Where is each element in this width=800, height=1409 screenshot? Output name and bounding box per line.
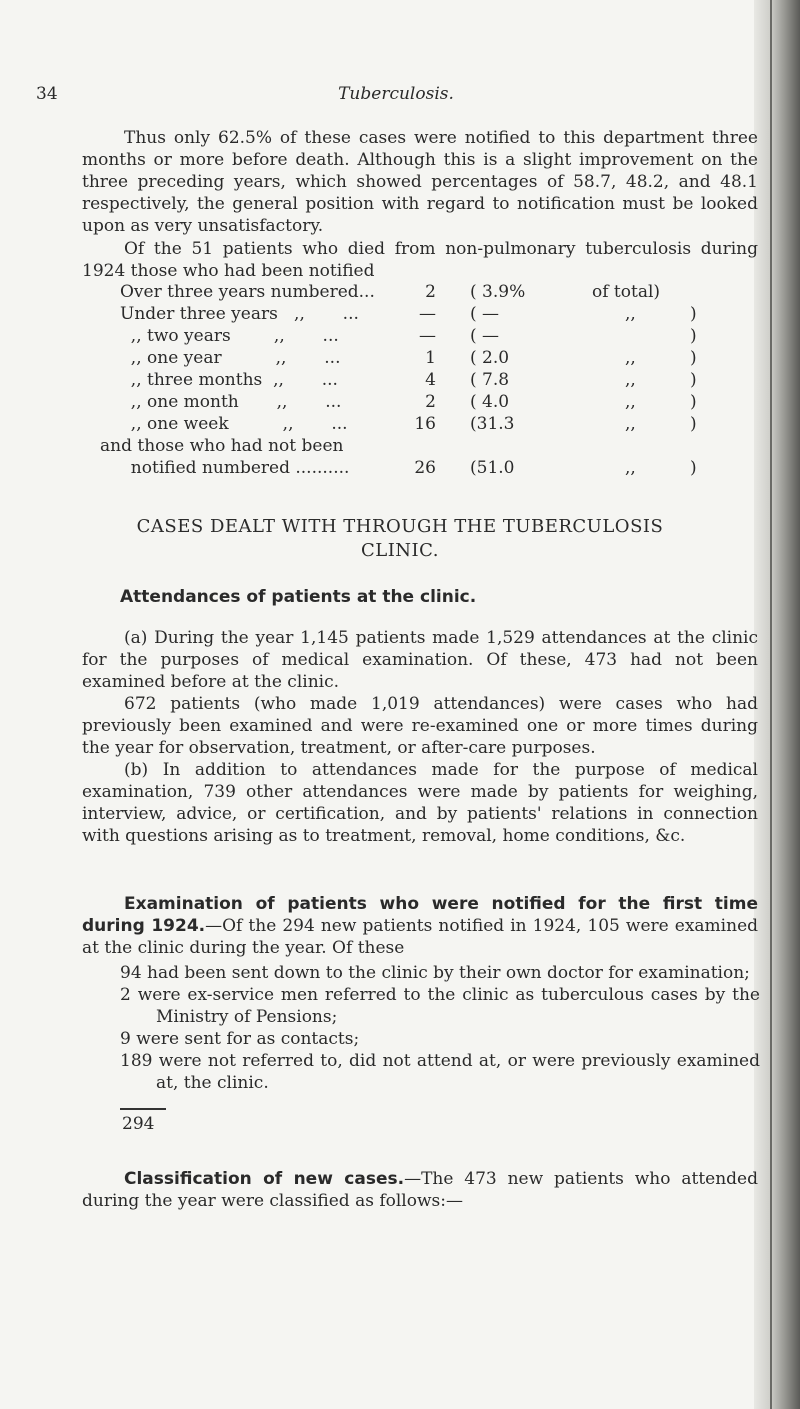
row-label: and those who had not been — [100, 436, 344, 456]
table-row-label-continued — [0, 436, 800, 458]
list-item: 2 were ex-service men referred to the clinic as tuberculous cases by the Ministry of Pensions; — [120, 985, 760, 1027]
row-percent: ( — — [470, 326, 500, 346]
row-percent: ( 2.0 — [470, 348, 510, 368]
list-item: 189 were not referred to, did not attend at, or were previously examined at, the clinic. — [120, 1051, 760, 1093]
table-row — [0, 370, 800, 392]
row-ditto: ,, — [625, 304, 636, 324]
section-heading: CASES DEALT WITH THROUGH THE TUBERCULOSIS — [136, 516, 664, 537]
row-ditto: ,, — [625, 370, 636, 390]
table-row — [0, 326, 800, 348]
row-count: 1 — [425, 348, 436, 368]
page-header — [36, 84, 756, 108]
binding-line — [770, 0, 772, 1409]
examination-text: —Of the 294 new patients notified in 1924, 105 were examined at the clinic during the year. Of these — [82, 916, 759, 958]
row-label: Over three years numbered... — [120, 282, 375, 302]
row-percent: ( 7.8 — [470, 370, 510, 390]
row-label: notified numbered .......... — [120, 458, 350, 478]
row-count: 4 — [425, 370, 436, 390]
row-label: ,, two years ,, ... — [120, 326, 339, 346]
paragraph-examination — [82, 893, 758, 959]
row-label: Under three years ,, ... — [120, 304, 359, 324]
examination-heading: Examination of patients who were notified for the first time during 1924. — [82, 894, 758, 936]
classification-heading: Classification of new cases. — [124, 1169, 405, 1189]
section-heading-line-2: CLINIC. — [360, 540, 440, 561]
row-close: ) — [690, 348, 697, 368]
row-count: 26 — [414, 458, 436, 478]
row-percent: (31.3 — [470, 414, 515, 434]
paragraph-classification — [82, 1168, 758, 1212]
paragraph-notification-percentages: Thus only 62.5% of these cases were notified to this department three months or more before death. Although this is a slight improvement on the three preceding years, which showed percentages of 58.7, 48.2, and 48.1 respectively, the general position with regard to notification must be looked upon as very unsatisfactory. — [82, 128, 758, 236]
running-title: Tuberculosis. — [338, 84, 454, 104]
row-label: ,, one year ,, ... — [120, 348, 341, 368]
subheading-attendances: Attendances of patients at the clinic. — [120, 587, 477, 607]
row-count: 16 — [414, 414, 436, 434]
list-item: 94 had been sent down to the clinic by their own doctor for examination; — [120, 963, 750, 983]
row-percent: ( — — [470, 304, 500, 324]
table-row — [0, 458, 800, 480]
row-label: ,, one week ,, ... — [120, 414, 348, 434]
row-close: ) — [690, 392, 697, 412]
page-number: 34 — [36, 84, 58, 104]
list-item: 9 were sent for as contacts; — [120, 1029, 360, 1049]
row-close: ) — [690, 304, 697, 324]
total-rule — [120, 1108, 166, 1110]
row-count: 2 — [425, 282, 436, 302]
row-ditto: ,, — [625, 348, 636, 368]
list-total: 294 — [122, 1114, 155, 1134]
table-row — [0, 348, 800, 370]
row-ditto: ,, — [625, 392, 636, 412]
row-count: — — [419, 326, 436, 346]
row-close: ) — [690, 458, 697, 478]
paragraph-re-examined: 672 patients (who made 1,019 attendances) were cases who had previously been examined and were re-examined one or more times during the year for observation, treatment, or after-care purposes. — [82, 694, 758, 758]
row-percent: ( 3.9% — [470, 282, 526, 302]
row-ditto: ,, — [625, 414, 636, 434]
row-label: ,, one month ,, ... — [120, 392, 342, 412]
row-percent: (51.0 — [470, 458, 515, 478]
row-close: ) — [690, 414, 697, 434]
row-close: ) — [690, 370, 697, 390]
row-percent: ( 4.0 — [470, 392, 510, 412]
referral-list — [120, 962, 760, 1094]
paragraph-attendances-a: (a) During the year 1,145 patients made 1,529 attendances at the clinic for the purposes of medical examination. Of these, 473 had not been examined before at the clinic. — [82, 628, 758, 692]
paragraph-attendances-b: (b) In addition to attendances made for the purpose of medical examination, 739 other attendances were made by patients for weighing, interview, advice, or certification, and by patients' relations in connection with questions arising as to treatment, removal, home conditions, &c. — [82, 760, 758, 846]
row-label: ,, three months ,, ... — [120, 370, 338, 390]
row-count: — — [419, 304, 436, 324]
row-of-total: of total) — [592, 282, 661, 302]
table-row — [0, 392, 800, 414]
row-count: 2 — [425, 392, 436, 412]
paragraph-non-pulmonary-intro: Of the 51 patients who died from non-pulmonary tuberculosis during 1924 those who had been notified — [82, 239, 758, 281]
classification-text: —The 473 new patients who attended during the year were classified as follows:— — [82, 1169, 758, 1211]
row-ditto: ,, — [625, 458, 636, 478]
table-row — [0, 304, 800, 326]
table-row — [0, 282, 800, 304]
row-close: ) — [690, 326, 697, 346]
page-edge-shadow — [754, 0, 800, 1409]
table-row — [0, 414, 800, 436]
